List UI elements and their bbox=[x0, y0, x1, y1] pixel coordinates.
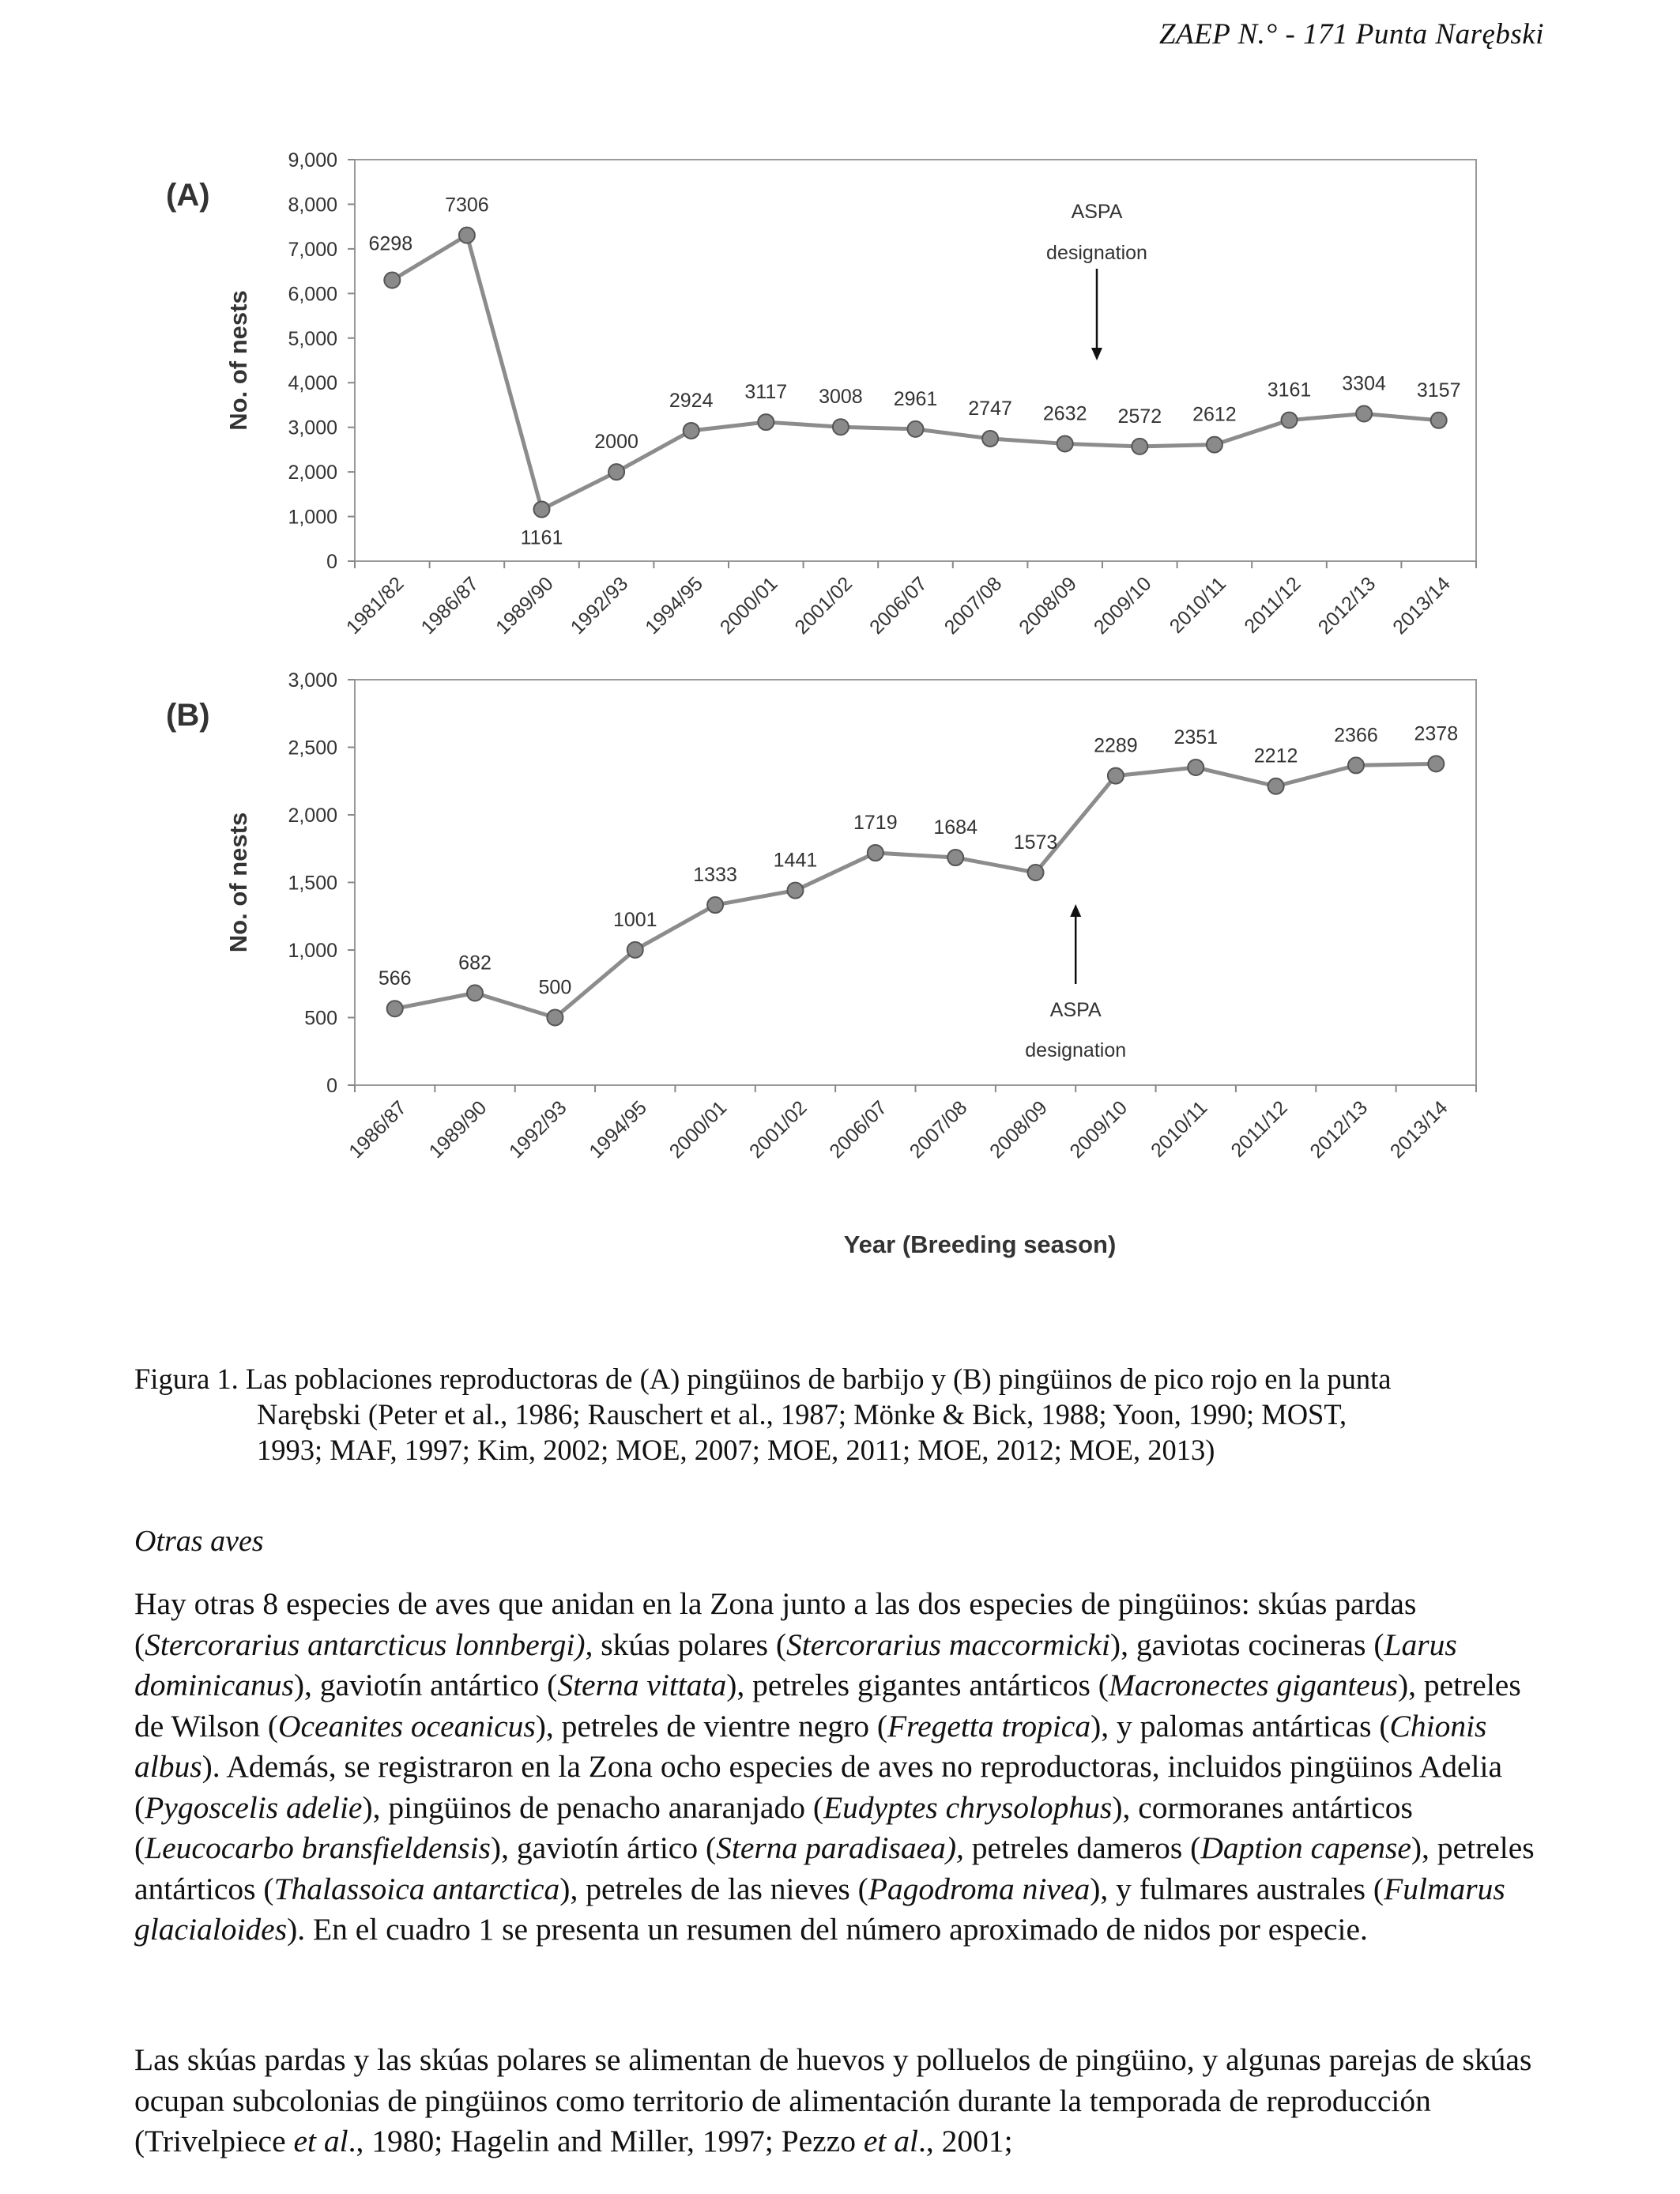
p1-species: Oceanites oceanicus bbox=[278, 1708, 536, 1744]
data-point bbox=[384, 273, 400, 288]
y-tick-label: 1,000 bbox=[288, 940, 337, 962]
annotation-arrow-head bbox=[1091, 348, 1102, 360]
data-point bbox=[758, 414, 774, 430]
data-point bbox=[1188, 760, 1203, 775]
data-label: 2366 bbox=[1334, 724, 1378, 747]
p1-text: ). En el cuadro 1 se presenta un resumen del número aproximado de nidos por especie. bbox=[287, 1912, 1368, 1947]
data-point bbox=[1348, 757, 1364, 773]
data-label: 2351 bbox=[1173, 726, 1219, 748]
data-label: 3117 bbox=[744, 381, 788, 404]
section-title: Otras aves bbox=[134, 1525, 264, 1558]
annotation-text-line-2: designation bbox=[1025, 1039, 1127, 1061]
data-label: 2378 bbox=[1414, 722, 1459, 745]
y-tick-label: 1,500 bbox=[288, 872, 337, 895]
data-point bbox=[787, 883, 803, 899]
figure-1 bbox=[134, 126, 1494, 1272]
series-line bbox=[392, 236, 1438, 510]
p1-species: Fulmarus glacialoides bbox=[134, 1871, 1505, 1947]
data-label: 3304 bbox=[1342, 372, 1386, 395]
data-label: 1684 bbox=[933, 816, 977, 839]
data-point bbox=[387, 1001, 403, 1016]
data-label: 3161 bbox=[1267, 379, 1312, 401]
y-tick-label: 9,000 bbox=[288, 149, 337, 172]
p1-text: ), pingüinos de penacho anaranjado ( bbox=[362, 1789, 823, 1825]
p2-text: Las skúas pardas y las skúas polares se alimentan de huevos y polluelos de pingüino, y algunas parejas de skúas ocupan subcolonias de pingüinos como territorio de alimentación durante la temporada de reproducción (Trivelpiece bbox=[134, 2042, 1532, 2158]
p1-species: Eudyptes chrysolophus bbox=[823, 1789, 1113, 1825]
p1-text: ), petreles gigantes antárticos ( bbox=[726, 1668, 1109, 1702]
y-tick-label: 5,000 bbox=[288, 327, 337, 350]
data-label: 7306 bbox=[445, 194, 489, 217]
p1-species: Sterna paradisaea), bbox=[716, 1830, 964, 1865]
x-tick-label: 1992/93 bbox=[566, 572, 633, 639]
x-tick-label: 1986/87 bbox=[416, 572, 484, 639]
data-point bbox=[1207, 437, 1222, 453]
data-point bbox=[1057, 435, 1073, 451]
p1-text: ), cormoranes antárticos ( bbox=[134, 1789, 1413, 1865]
data-point bbox=[707, 897, 723, 913]
data-label: 2572 bbox=[1117, 405, 1162, 428]
data-label: 2961 bbox=[893, 387, 938, 410]
x-tick-label: 1989/90 bbox=[424, 1096, 492, 1163]
body-paragraph-2 bbox=[134, 2040, 1549, 2162]
data-point bbox=[459, 228, 475, 243]
y-tick-label: 6,000 bbox=[288, 283, 337, 306]
caption-label: Figura 1. bbox=[134, 1363, 239, 1395]
body-paragraph-1 bbox=[134, 1584, 1549, 1951]
x-tick-label: 2011/12 bbox=[1240, 572, 1305, 638]
data-label: 1001 bbox=[612, 908, 657, 931]
panel-label: (A) bbox=[166, 178, 210, 213]
p1-species: Stercorarius antarcticus lonnbergi), bbox=[145, 1627, 593, 1662]
p1-text: ), petreles de Wilson ( bbox=[134, 1668, 1521, 1744]
y-tick-label: 0 bbox=[326, 551, 337, 573]
figure-chart-svg bbox=[134, 126, 1494, 1272]
y-tick-label: 2,500 bbox=[288, 737, 337, 760]
p1-text: ), petreles antárticos ( bbox=[134, 1830, 1535, 1906]
p1-species: Pygoscelis adelie bbox=[145, 1789, 363, 1825]
data-label: 2632 bbox=[1042, 402, 1087, 425]
y-tick-label: 4,000 bbox=[288, 372, 337, 395]
x-tick-label: 1994/95 bbox=[641, 572, 707, 639]
x-tick-label: 2011/12 bbox=[1226, 1096, 1292, 1162]
data-point bbox=[608, 464, 624, 480]
x-tick-label: 2000/01 bbox=[665, 1096, 732, 1163]
p1-species: Macronectes giganteus bbox=[1108, 1668, 1398, 1702]
x-tick-label: 1989/90 bbox=[492, 572, 558, 639]
data-point bbox=[1428, 756, 1444, 771]
y-tick-label: 1,000 bbox=[288, 506, 337, 529]
x-tick-label: 2006/07 bbox=[825, 1096, 892, 1163]
data-label: 1441 bbox=[773, 849, 818, 872]
data-point bbox=[1028, 865, 1044, 880]
x-tick-label: 1992/93 bbox=[504, 1096, 571, 1163]
p1-text: ), y fulmares australes ( bbox=[1090, 1871, 1384, 1906]
p1-text: ), petreles de las nieves ( bbox=[559, 1871, 868, 1906]
data-label: 6298 bbox=[368, 232, 413, 255]
plot-frame bbox=[355, 160, 1476, 561]
p1-text: ), gaviotín antártico ( bbox=[293, 1668, 558, 1702]
p1-species: Thalassoica antarctica bbox=[273, 1871, 560, 1906]
x-tick-label: 2013/14 bbox=[1388, 572, 1455, 639]
y-tick-label: 3,000 bbox=[288, 669, 337, 692]
x-tick-label: 2012/13 bbox=[1305, 1096, 1373, 1163]
x-tick-label: 2010/11 bbox=[1147, 1096, 1212, 1162]
x-tick-label: 2010/11 bbox=[1165, 572, 1231, 638]
x-tick-label: 2012/13 bbox=[1313, 572, 1381, 639]
p1-text: skúas polares ( bbox=[593, 1627, 786, 1662]
caption-line-2: Narębski (Peter et al., 1986; Rauschert et al., 1987; Mönke & Bick, 1988; Yoon, 1990; MOST, bbox=[257, 1398, 1347, 1431]
data-point bbox=[947, 850, 963, 865]
data-label: 566 bbox=[378, 967, 412, 990]
x-tick-label: 2013/14 bbox=[1385, 1096, 1452, 1163]
p1-species: Larus dominicanus bbox=[134, 1627, 1457, 1702]
caption-line-1: Las poblaciones reproductoras de (A) pingüinos de barbijo y (B) pingüinos de pico rojo en la punta bbox=[245, 1363, 1392, 1395]
x-tick-label: 2009/10 bbox=[1065, 1096, 1132, 1163]
p2-text: ., 1980; Hagelin and Miller, 1997; Pezzo bbox=[348, 2124, 864, 2158]
plot-frame bbox=[355, 680, 1476, 1085]
annotation-arrow-head bbox=[1070, 904, 1081, 917]
p1-text: ). Además, se registraron en la Zona ocho especies de aves no reproductoras, incluidos pingüinos Adelia ( bbox=[134, 1749, 1502, 1825]
data-label: 3157 bbox=[1416, 379, 1461, 401]
x-tick-label: 2000/01 bbox=[715, 572, 782, 639]
p1-text: petreles dameros ( bbox=[963, 1830, 1201, 1865]
y-tick-label: 2,000 bbox=[288, 462, 337, 484]
x-tick-label: 1986/87 bbox=[345, 1096, 411, 1163]
p1-text: Hay otras 8 especies de aves que anidan en la Zona junto a las dos especies de pingüinos: skúas pardas ( bbox=[134, 1586, 1417, 1662]
data-point bbox=[547, 1010, 563, 1026]
x-tick-label: 2007/08 bbox=[905, 1096, 972, 1163]
x-tick-label: 2001/02 bbox=[745, 1096, 812, 1163]
y-tick-label: 2,000 bbox=[288, 805, 337, 827]
p1-text: ), gaviotín ártico ( bbox=[490, 1830, 717, 1865]
y-tick-label: 8,000 bbox=[288, 194, 337, 217]
data-point bbox=[1268, 778, 1284, 794]
data-label: 2000 bbox=[594, 431, 638, 454]
p1-species: Chionis albus bbox=[134, 1708, 1487, 1784]
data-point bbox=[1431, 413, 1447, 428]
x-axis-label: Year (Breeding season) bbox=[843, 1231, 1117, 1258]
data-label: 1719 bbox=[853, 812, 898, 835]
figure-caption bbox=[134, 1361, 1549, 1468]
y-axis-label: No. of nests bbox=[224, 812, 252, 953]
data-label: 500 bbox=[538, 976, 572, 999]
data-label: 2212 bbox=[1253, 745, 1298, 767]
p1-species: Stercorarius maccormicki bbox=[786, 1627, 1110, 1662]
p1-species: Leucocarbo bransfieldensis bbox=[145, 1830, 491, 1865]
panel-label: (B) bbox=[166, 698, 210, 733]
p1-species: Sterna vittata bbox=[557, 1668, 727, 1702]
p2-citation-etal: et al bbox=[293, 2124, 348, 2158]
y-tick-label: 500 bbox=[304, 1007, 337, 1030]
running-header: ZAEP N.° - 171 Punta Narębski bbox=[1159, 18, 1544, 51]
data-label: 1161 bbox=[520, 526, 563, 549]
data-point bbox=[1132, 439, 1147, 454]
p1-species: Fregetta tropica bbox=[887, 1708, 1091, 1744]
x-tick-label: 2008/09 bbox=[1015, 572, 1081, 639]
data-point bbox=[627, 942, 643, 958]
data-label: 2747 bbox=[968, 397, 1012, 420]
y-axis-label: No. of nests bbox=[224, 290, 252, 431]
caption-line-3: 1993; MAF, 1997; Kim, 2002; MOE, 2007; MOE, 2011; MOE, 2012; MOE, 2013) bbox=[257, 1434, 1215, 1466]
annotation-text-line-1: ASPA bbox=[1049, 999, 1102, 1021]
x-tick-label: 2007/08 bbox=[940, 572, 1007, 639]
data-label: 2289 bbox=[1094, 734, 1138, 757]
data-label: 1333 bbox=[693, 864, 737, 887]
data-point bbox=[1356, 406, 1372, 422]
data-point bbox=[868, 845, 883, 861]
data-label: 3008 bbox=[819, 386, 863, 409]
x-tick-label: 1981/82 bbox=[341, 572, 409, 639]
x-tick-label: 2008/09 bbox=[985, 1096, 1052, 1163]
data-point bbox=[908, 421, 924, 437]
y-tick-label: 7,000 bbox=[288, 238, 337, 261]
x-tick-label: 2001/02 bbox=[790, 572, 857, 639]
data-label: 2924 bbox=[669, 389, 714, 412]
data-point bbox=[534, 501, 550, 517]
p1-species: Pagodroma nivea bbox=[868, 1871, 1090, 1906]
annotation-text-line-2: designation bbox=[1046, 242, 1147, 264]
data-label: 682 bbox=[458, 952, 492, 974]
data-label: 1573 bbox=[1013, 831, 1058, 854]
data-point bbox=[684, 423, 699, 439]
data-point bbox=[982, 431, 998, 447]
p1-text: ), petreles de vientre negro ( bbox=[535, 1708, 888, 1744]
x-tick-label: 2006/07 bbox=[865, 572, 932, 639]
p1-species: Daption capense bbox=[1200, 1830, 1411, 1865]
p1-text: ), y palomas antárticas ( bbox=[1090, 1708, 1390, 1744]
data-label: 2612 bbox=[1192, 403, 1237, 426]
y-tick-label: 3,000 bbox=[288, 417, 337, 439]
data-point bbox=[833, 419, 849, 435]
data-point bbox=[1108, 768, 1124, 784]
p2-text: ., 2001; bbox=[917, 2124, 1013, 2158]
y-tick-label: 0 bbox=[326, 1075, 337, 1097]
annotation-text-line-1: ASPA bbox=[1071, 201, 1123, 223]
x-tick-label: 2009/10 bbox=[1089, 572, 1156, 639]
data-point bbox=[1282, 413, 1298, 428]
p2-citation-etal: et al bbox=[863, 2124, 918, 2158]
x-tick-label: 1994/95 bbox=[585, 1096, 651, 1163]
p1-text: ), gaviotas cocineras ( bbox=[1109, 1627, 1384, 1662]
data-point bbox=[467, 985, 483, 1001]
